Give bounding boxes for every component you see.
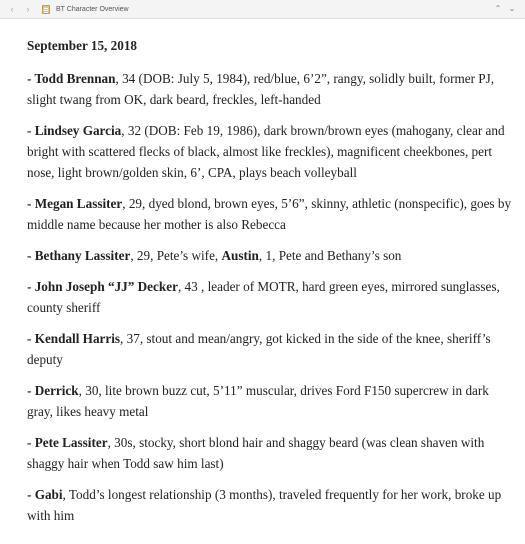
forward-icon[interactable]: › — [26, 3, 30, 14]
window-controls — [493, 4, 517, 14]
chevron-down-icon[interactable]: ⌄ — [508, 4, 516, 13]
character-entry — [27, 484, 512, 526]
character-entry — [27, 432, 512, 474]
character-details: , 43 , leader of MOTR, hard green eyes, mirrored sunglasses, county sheriff — [27, 279, 500, 315]
window-title: BT Character Overview — [56, 5, 129, 13]
character-name: - Megan Lassiter — [27, 196, 123, 211]
character-entry — [27, 380, 512, 422]
character-name: - Bethany Lassiter — [27, 248, 131, 263]
navigation — [8, 5, 32, 14]
character-details: , 32 (DOB: Feb 19, 1986), dark brown/brown eyes (mahogany, clear and bright with scattered flecks of black, almost like freckles), magnificent cheekbones, pert nose, light brown/golden skin, 6’, CPA, plays beach volleyball — [27, 123, 505, 180]
character-details: , 29, dyed blond, brown eyes, 5’6”, skinny, athletic (nonspecific), goes by middle name because her mother is also Rebecca — [27, 196, 512, 232]
character-name: Austin — [221, 248, 259, 263]
character-details: , 30s, stocky, short blond hair and shaggy beard (was clean shaven with shaggy hair when Todd saw him last) — [27, 435, 485, 471]
character-details: , 34 (DOB: July 5, 1984), red/blue, 6’2”, rangy, solidly built, former PJ, slight twang from OK, dark beard, freckles, left-handed — [27, 71, 495, 107]
character-entry — [27, 68, 512, 110]
title-bar — [0, 0, 525, 19]
character-name: - Lindsey Garcia — [27, 123, 122, 138]
character-name: - Derrick — [27, 383, 79, 398]
character-entry — [27, 276, 512, 318]
character-entry — [27, 245, 512, 266]
character-details: , 30, lite brown buzz cut, 5’11” muscular, drives Ford F150 supercrew in dark gray, likes heavy metal — [27, 383, 489, 419]
character-details: , 37, stout and mean/angry, got kicked in the side of the knee, sheriff’s deputy — [27, 331, 491, 367]
character-entry — [27, 193, 512, 235]
character-name: - Gabi — [27, 487, 63, 502]
character-details: , 29, Pete’s wife, — [130, 248, 222, 263]
character-entry — [27, 328, 512, 370]
document-date: September 15, 2018 — [27, 38, 138, 53]
character-details: , 1, Pete and Bethany’s son — [258, 248, 402, 263]
character-name: - Todd Brennan — [27, 71, 116, 86]
entry-list — [27, 68, 512, 526]
character-name: - Kendall Harris — [27, 331, 121, 346]
character-name: - Pete Lassiter — [27, 435, 108, 450]
character-name: - John Joseph “JJ” Decker — [27, 279, 178, 294]
document-content — [27, 35, 512, 536]
document-icon — [42, 5, 50, 14]
character-entry — [27, 120, 512, 183]
back-icon[interactable]: ‹ — [10, 3, 14, 14]
chevron-up-icon[interactable]: ⌃ — [494, 4, 502, 13]
character-details: , Todd’s longest relationship (3 months), traveled frequently for her work, broke up with him — [27, 487, 502, 523]
